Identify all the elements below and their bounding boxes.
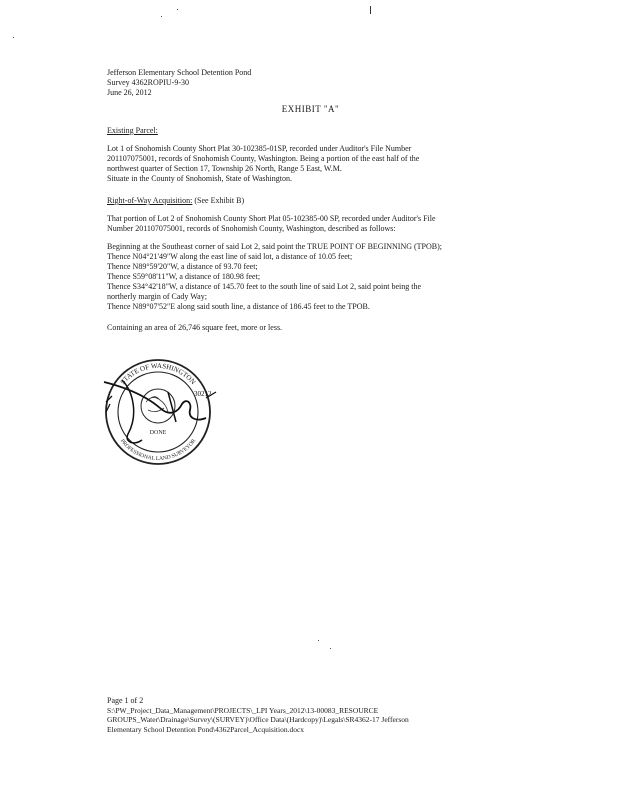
existing-parcel-section bbox=[107, 126, 467, 136]
scan-speck bbox=[13, 37, 14, 38]
exhibit-title: EXHIBIT "A" bbox=[281, 104, 340, 114]
file-path-line: GROUPS_Water\Drainage\Survey\(SURVEY)\Office Data\(Hardcopy)\Legals\SR4362-17 Jefferson bbox=[107, 715, 409, 725]
intro-line: That portion of Lot 2 of Snohomish County Short Plat 05-102385-00 SP, recorded under Auditor's File bbox=[107, 214, 436, 223]
project-name: Jefferson Elementary School Detention Pond bbox=[107, 68, 252, 77]
scan-speck bbox=[330, 648, 331, 649]
row-acquisition-heading-row bbox=[107, 196, 467, 206]
area-line: Containing an area of 26,746 square feet, more or less. bbox=[107, 323, 283, 332]
seal-number: 30212 bbox=[194, 390, 212, 398]
scan-speck bbox=[161, 16, 162, 17]
file-path-line: S:\PW_Project_Data_Management\PROJECTS\_LPI Years_2012\13-00083_RESOURCE bbox=[107, 706, 379, 715]
exhibit-reference: (See Exhibit B) bbox=[194, 196, 245, 205]
existing-parcel-heading: Existing Parcel: bbox=[107, 126, 158, 135]
document-footer bbox=[107, 696, 437, 734]
intro-line: Number 201107075001, records of Snohomish County, Washington, described as follows: bbox=[107, 224, 396, 233]
row-acquisition-intro bbox=[107, 214, 467, 234]
course-line: Thence N89°59'20"W, a distance of 93.70 feet; bbox=[107, 262, 258, 271]
page-number: Page 1 of 2 bbox=[107, 696, 144, 705]
scan-mark bbox=[370, 6, 371, 14]
course-line: Beginning at the Southeast corner of said Lot 2, said point the TRUE POINT OF BEGINNING (TPOB); bbox=[107, 242, 442, 251]
scan-speck bbox=[177, 9, 178, 10]
existing-parcel-description bbox=[107, 144, 467, 184]
document-header bbox=[107, 68, 467, 98]
course-line: Thence N04°21'49"W along the east line of said lot, a distance of 10.05 feet; bbox=[107, 252, 353, 261]
existing-parcel-line: 201107075001, records of Snohomish County, Washington. Being a portion of the east half of the bbox=[107, 154, 420, 163]
row-acquisition-heading: Right-of-Way Acquisition: bbox=[107, 196, 193, 205]
area-statement bbox=[107, 323, 467, 333]
course-line: Thence N89°07'52"E along said south line, a distance of 186.45 feet to the TPOB. bbox=[107, 302, 370, 311]
seal-state-text: STATE OF WASHINGTON bbox=[118, 361, 198, 387]
course-line: Thence S59°08'11"W, a distance of 180.98 feet; bbox=[107, 272, 261, 281]
file-path-line: Elementary School Detention Pond\4362Parcel_Acquisition.docx bbox=[107, 724, 305, 734]
scan-speck bbox=[318, 640, 319, 641]
document-date: June 26, 2012 bbox=[107, 88, 152, 97]
course-line: northerly margin of Cady Way; bbox=[107, 292, 207, 301]
seal-label: DONE bbox=[149, 430, 167, 436]
seal-profession-text: PROFESSIONAL LAND SURVEYOR bbox=[118, 438, 198, 463]
existing-parcel-line: Lot 1 of Snohomish County Short Plat 30-102385-01SP, recorded under Auditor's File Number bbox=[107, 144, 412, 153]
existing-parcel-line: northwest quarter of Section 17, Township 26 North, Range 5 East, W.M. bbox=[107, 164, 342, 173]
course-line: Thence S34°42'18"W, a distance of 145.70 feet to the south line of said Lot 2, said point being the bbox=[107, 282, 421, 291]
surveyor-seal bbox=[98, 352, 218, 470]
existing-parcel-line: Situate in the County of Snohomish, State of Washington. bbox=[107, 174, 292, 183]
survey-number: Survey 4362ROPIU-9-30 bbox=[107, 78, 189, 87]
metes-and-bounds bbox=[107, 242, 467, 312]
